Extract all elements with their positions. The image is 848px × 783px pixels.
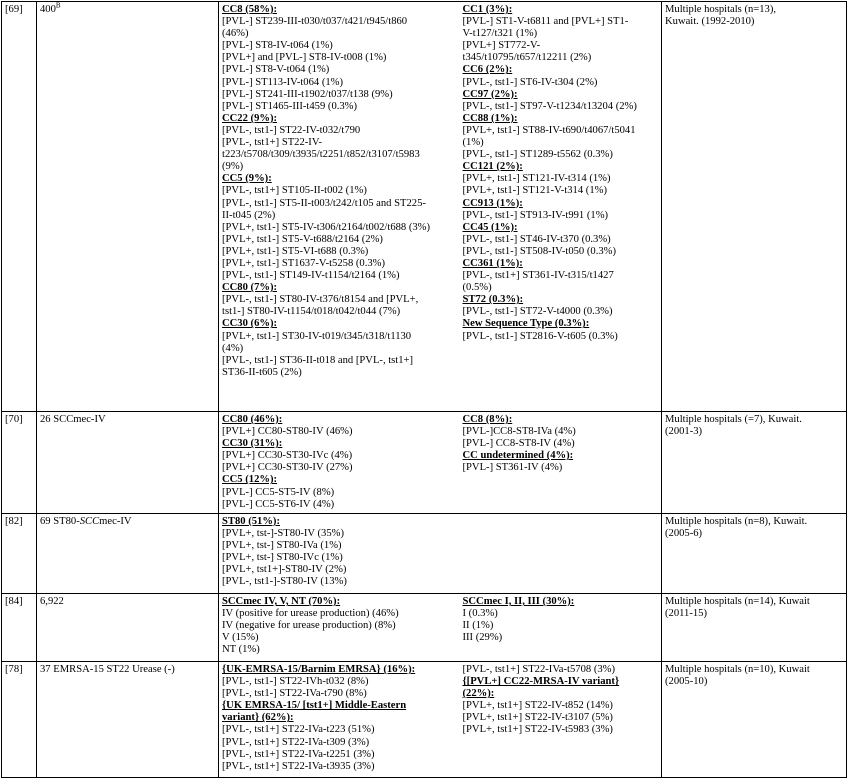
genotype-line: [PVL-, tst1+] ST105-II-t002 (1%): [222, 185, 367, 197]
reference-cell: [82]: [2, 514, 37, 594]
group-heading: {[PVL+] CC22-MRSA-IV variant}: [462, 676, 620, 688]
genotype-line: [PVL+, tst1-] ST30-IV-t019/t345/t318/t1130: [222, 330, 412, 342]
genotype-line: [PVL+] CC80-ST80-IV (46%): [222, 426, 353, 438]
table-row: [2, 412, 847, 514]
genotype-line: III (29%): [462, 632, 503, 644]
genotype-line: [PVL-, tst1-] ST508-IV-t050 (0.3%): [462, 245, 616, 257]
clonal-complex-column-b: [460, 412, 662, 514]
genotype-line: tst1-] ST80-IV-t1154/t018/t042/t044 (7%): [222, 306, 401, 318]
genotype-line: [PVL-, tst1-] ST46-IV-t370 (0.3%): [462, 233, 611, 245]
group-heading: CC88 (1%):: [462, 112, 518, 124]
genotype-line: [PVL+, tst-]-ST80-IV (35%): [222, 528, 344, 540]
genotype-line: [PVL+, tst1+]-ST80-IV (2%): [222, 564, 347, 576]
genotype-line: [PVL+, tst1-] ST5-VI-t688 (0.3%): [222, 245, 369, 257]
genotype-line: [PVL-] CC5-ST5-IV (8%): [222, 486, 335, 498]
mrsa-typing-table: [1, 1, 847, 778]
reference-cell: [84]: [2, 594, 37, 662]
group-heading: CC121 (2%):: [462, 161, 523, 173]
genotype-line: [PVL-, tst1-] ST22-IVh-t032 (8%): [222, 676, 369, 688]
genotype-line: [PVL-, tst1-] ST2816-V-t605 (0.3%): [462, 330, 618, 342]
genotype-line: [PVL-, tst1-] ST149-IV-t1154/t2164 (1%): [222, 270, 400, 282]
genotype-line: [PVL-, tst1-] ST22-IV-t032/t790: [222, 124, 361, 136]
clonal-complex-column-b: [460, 662, 662, 778]
genotype-line: [PVL-, tst1-] ST36-II-t018 and [PVL-, tst1+]: [222, 354, 414, 366]
genotype-line: [PVL+] and [PVL-] ST8-IV-t008 (1%): [222, 52, 387, 64]
clonal-complex-column-b: [460, 594, 662, 662]
genotype-line: t345/t10795/t657/t12211 (2%): [462, 52, 592, 64]
genotype-line: [PVL-] ST8-V-t064 (1%): [222, 64, 330, 76]
location-cell: [662, 412, 847, 514]
group-heading: CC1 (3%):: [462, 4, 513, 15]
genotype-line: [PVL+, tst1-] ST88-IV-t690/t4067/t5041: [462, 124, 636, 136]
genotype-line: [PVL+, tst1+] ST22-IV-t5983 (3%): [462, 724, 613, 736]
genotype-line: [PVL+] ST772-V-: [462, 40, 541, 52]
genotype-line: [PVL-, tst1+] ST22-IVa-t3935 (3%): [222, 760, 375, 772]
genotype-line: [PVL-]CC8-ST8-IVa (4%): [462, 426, 576, 438]
genotype-line: [PVL-] ST113-IV-t064 (1%): [222, 76, 344, 88]
clonal-complex-column-b: [460, 514, 662, 594]
isolate-count-cell: $400^B$: [37, 2, 219, 412]
genotype-line: [PVL-] CC8-ST8-IV (4%): [462, 438, 575, 450]
group-heading: CC80 (7%):: [222, 282, 278, 294]
genotype-line: [PVL-] ST1-V-t6811 and [PVL+] ST1-: [462, 16, 629, 28]
reference-cell: [70]: [2, 412, 37, 514]
group-heading: {UK-EMRSA-15/Barnim EMRSA} (16%):: [222, 664, 416, 675]
group-heading: CC361 (1%):: [462, 257, 523, 269]
genotype-line: [PVL+, tst1-] ST121-V-t314 (1%): [462, 185, 607, 197]
genotype-line: [PVL-, tst1-]-ST80-IV (13%): [222, 576, 347, 588]
genotype-line: [PVL-, tst1-] ST97-V-t1234/t13204 (2%): [462, 100, 637, 112]
genotype-line: [PVL-] ST1465-III-t459 (0.3%): [222, 100, 358, 112]
genotype-line: (1%): [462, 137, 484, 149]
genotype-line: [PVL-, tst1-] ST22-IVa-t790 (8%): [222, 688, 367, 700]
location-line: Multiple hospitals (n=13),: [665, 4, 777, 15]
genotype-line: (4%): [222, 342, 244, 354]
group-heading: CC5 (12%):: [222, 474, 278, 486]
genotype-line: ST36-II-t605 (2%): [222, 366, 302, 378]
group-heading: ST72 (0.3%):: [462, 294, 524, 306]
genotype-line: [PVL+] CC30-ST30-IV (27%): [222, 462, 353, 474]
genotype-line: [PVL-] ST241-III-t1902/t037/t138 (9%): [222, 88, 393, 100]
isolate-count-cell: 26 SCCmec-IV: [37, 412, 219, 514]
genotype-line: [PVL-, tst1+] ST361-IV-t315/t1427: [462, 270, 614, 282]
genotype-line: [PVL-] ST361-IV (4%): [462, 462, 563, 474]
genotype-line: [PVL+, tst1+] ST22-IV-t3107 (5%): [462, 712, 613, 724]
clonal-complex-column-a: [219, 594, 460, 662]
genotype-line: II (1%): [462, 620, 494, 632]
clonal-complex-column-b: [460, 2, 662, 412]
genotype-line: (0.5%): [462, 282, 492, 294]
group-heading: CC913 (1%):: [462, 197, 523, 209]
genotype-line: [PVL-, tst1+] ST22-IVa-t5708 (3%): [462, 664, 615, 675]
genotype-line: IV (positive for urease production) (46%): [222, 608, 399, 620]
isolate-count-cell: 6,922: [37, 594, 219, 662]
genotype-line: [PVL+, tst1-] ST5-V-t688/t2164 (2%): [222, 233, 383, 245]
genotype-line: [PVL-, tst1+] ST22-IVa-t223 (51%): [222, 724, 375, 736]
genotype-line: [PVL-, tst1-] ST1289-t5562 (0.3%): [462, 149, 613, 161]
genotype-line: V (15%): [222, 632, 259, 644]
group-heading: CC5 (9%):: [222, 173, 272, 185]
reference-cell: [78]: [2, 662, 37, 778]
location-line: (2005-10): [665, 676, 708, 688]
genotype-line: [PVL-, tst1-] ST6-IV-t304 (2%): [462, 76, 598, 88]
location-line: Multiple hospitals (n=14), Kuwait: [665, 596, 810, 607]
location-line: (2001-3): [665, 426, 703, 438]
genotype-line: IV (negative for urease production) (8%): [222, 620, 396, 632]
genotype-line: [PVL-, tst1+] ST22-IVa-t2251 (3%): [222, 748, 375, 760]
group-heading: CC8 (58%):: [222, 4, 278, 15]
table-row: [2, 2, 847, 412]
location-cell: [662, 514, 847, 594]
clonal-complex-column-a: [219, 412, 460, 514]
genotype-line: [PVL-] CC5-ST6-IV (4%): [222, 498, 335, 510]
genotype-line: V-t127/t321 (1%): [462, 28, 538, 40]
genotype-line: NT (1%): [222, 644, 260, 656]
table-row: [2, 514, 847, 594]
genotype-line: I (0.3%): [462, 608, 498, 620]
table-body: [2, 2, 847, 778]
genotype-line: [PVL+, tst1-] ST121-IV-t314 (1%): [462, 173, 611, 185]
group-heading: SCCmec IV, V, NT (70%):: [222, 596, 341, 607]
group-heading: SCCmec I, II, III (30%):: [462, 596, 575, 607]
genotype-line: [PVL-] ST8-IV-t064 (1%): [222, 40, 333, 52]
location-cell: [662, 662, 847, 778]
genotype-line: [PVL-, tst1-] ST72-V-t4000 (0.3%): [462, 306, 613, 318]
table-row: [2, 662, 847, 778]
genotype-line: (9%): [222, 161, 244, 173]
genotype-line: [PVL+, tst1+] ST22-IV-t852 (14%): [462, 700, 613, 712]
isolate-count-cell: 37 EMRSA-15 ST22 Urease (-): [37, 662, 219, 778]
location-line: Multiple hospitals (n=8), Kuwait.: [665, 516, 808, 527]
genotype-line: [PVL-] ST239-III-t030/t037/t421/t945/t860: [222, 16, 408, 28]
genotype-line: [PVL-, tst1-] ST913-IV-t991 (1%): [462, 209, 609, 221]
genotype-line: [PVL+, tst-] ST80-IVc (1%): [222, 552, 343, 564]
group-heading: CC80 (46%):: [222, 414, 283, 425]
group-heading: variant} (62%):: [222, 712, 294, 724]
genotype-line: [PVL-, tst1+] ST22-IVa-t309 (3%): [222, 736, 370, 748]
clonal-complex-column-a: [219, 2, 460, 412]
reference-cell: [69]: [2, 2, 37, 412]
genotype-line: [PVL+] CC30-ST30-IVc (4%): [222, 450, 353, 462]
genotype-line: t223/t5708/t309/t3935/t2251/t852/t3107/t5983: [222, 149, 420, 161]
group-heading: (22%):: [462, 688, 495, 700]
location-line: Kuwait. (1992-2010): [665, 16, 755, 28]
location-cell: [662, 594, 847, 662]
group-heading: CC undetermined (4%):: [462, 450, 574, 462]
genotype-line: [PVL+, tst-] ST80-IVa (1%): [222, 540, 342, 552]
group-heading: CC30 (6%):: [222, 318, 278, 330]
location-cell: [662, 2, 847, 412]
clonal-complex-column-a: [219, 514, 460, 594]
location-line: Multiple hospitals (=7), Kuwait.: [665, 414, 802, 425]
genotype-line: [PVL-, tst1+] ST22-IV-: [222, 137, 323, 149]
location-line: (2005-6): [665, 528, 703, 540]
group-heading: {UK EMRSA-15/ [tst1+] Middle-Eastern: [222, 700, 407, 712]
group-heading: New Sequence Type (0.3%):: [462, 318, 590, 330]
group-heading: CC45 (1%):: [462, 221, 518, 233]
group-heading: CC6 (2%):: [462, 64, 513, 76]
location-line: (2011-15): [665, 608, 707, 620]
group-heading: CC97 (2%):: [462, 88, 518, 100]
genotype-line: [PVL-, tst1-] ST5-II-t003/t242/t105 and ST225-: [222, 197, 426, 209]
group-heading: CC30 (31%):: [222, 438, 283, 450]
genotype-line: (46%): [222, 28, 249, 40]
group-heading: CC8 (8%):: [462, 414, 513, 425]
genotype-line: II-t045 (2%): [222, 209, 276, 221]
group-heading: ST80 (51%):: [222, 516, 280, 527]
clonal-complex-column-a: [219, 662, 460, 778]
isolate-count-cell: 69 ST80-SCCmec-IV: [37, 514, 219, 594]
genotype-line: [PVL+, tst1-] ST5-IV-t306/t2164/t002/t688 (3%): [222, 221, 431, 233]
table-row: [2, 594, 847, 662]
location-line: Multiple hospitals (n=10), Kuwait: [665, 664, 810, 675]
genotype-line: [PVL-, tst1-] ST80-IV-t376/t8154 and [PVL+,: [222, 294, 419, 306]
genotype-line: [PVL+, tst1-] ST1637-V-t5258 (0.3%): [222, 257, 386, 269]
group-heading: CC22 (9%):: [222, 112, 278, 124]
